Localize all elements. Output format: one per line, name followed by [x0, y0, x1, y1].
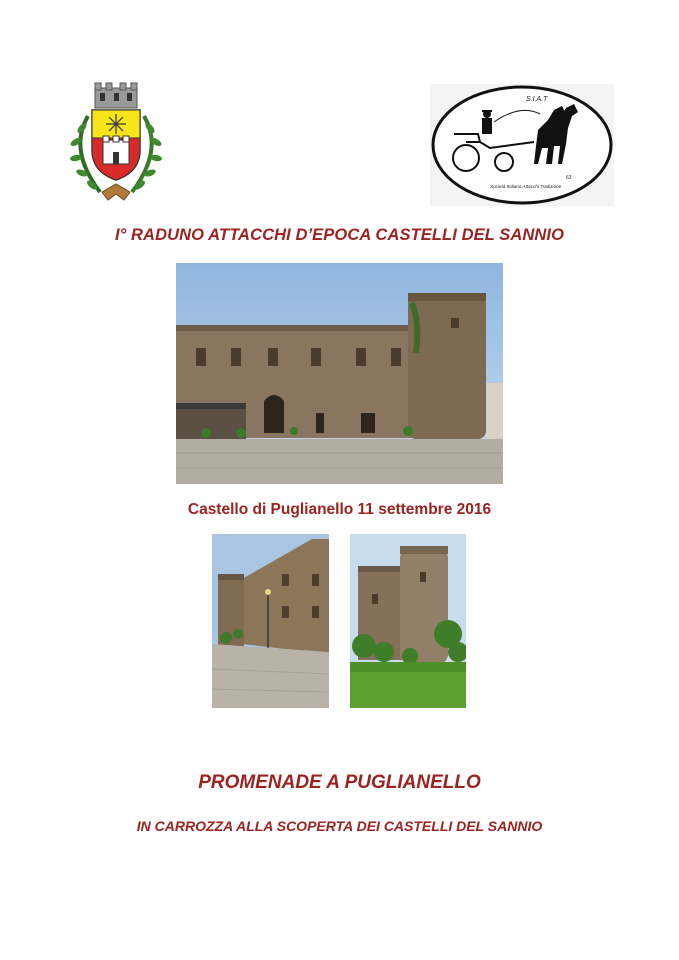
photo-caption: Castello di Puglianello 11 settembre 2016 [187, 501, 492, 518]
siat-number: 63 [566, 175, 572, 181]
promenade-headline: PROMENADE A PUGLIANELLO [198, 772, 481, 793]
siat-letters: S.I.A.T [526, 96, 548, 103]
event-title: I° RADUNO ATTACCHI D’EPOCA CASTELLI DEL SANNIO [114, 226, 565, 244]
castle-main-photo [176, 263, 503, 484]
siat-logo [430, 84, 614, 206]
castle-wall-photo [212, 534, 329, 708]
coat-of-arms [62, 80, 170, 208]
siat-full-name: Società Italiana Attacchi Tradizione [490, 184, 562, 189]
castle-tower-photo [350, 534, 466, 708]
promenade-subtitle: IN CARROZZA ALLA SCOPERTA DEI CASTELLI DEL SANNIO [136, 818, 543, 834]
coat-of-arms-icon [62, 80, 170, 208]
carriage-horses-icon [430, 84, 614, 206]
